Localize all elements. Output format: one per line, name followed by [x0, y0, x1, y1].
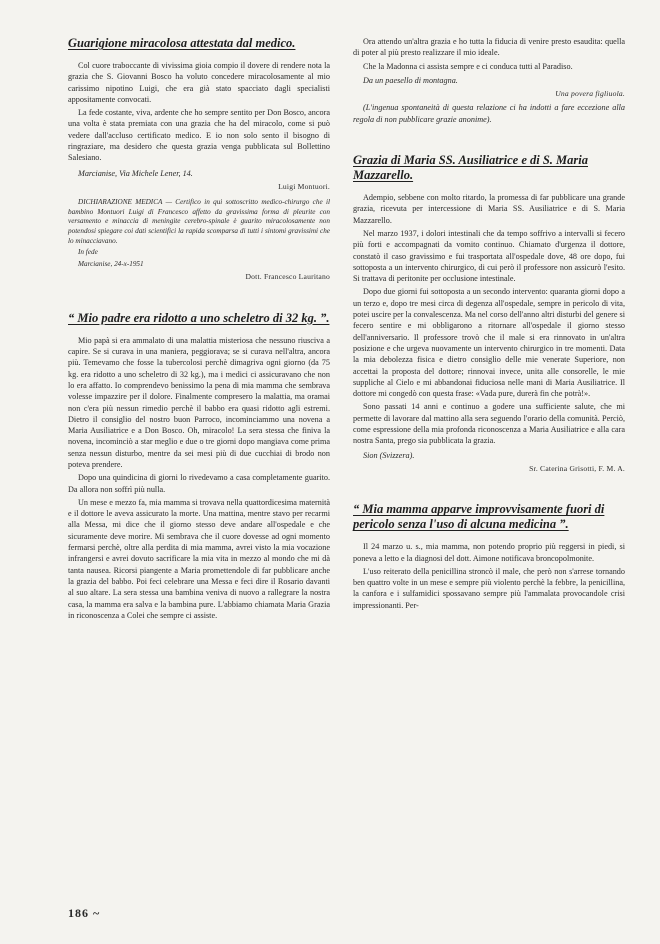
signature: Sr. Caterina Grisotti, F. M. A. [529, 463, 625, 473]
paragraph: L'uso reiterato della penicillina stroncò il male, che però non s'arrese tornando ben quattro volte in un mese e sempre più violento perchè la febbre, la penicillina, la canfora e i sulfamidici spossavano sempre più l'ammalata provocandole crisi impressionanti. Per- [353, 566, 625, 610]
doctor-signature: Dott. Francesco Lauritano [245, 272, 330, 282]
editor-note: (L'ingenua spontaneità di questa relazione ci ha indotti a fare eccezione alla regola di non pubblicare grazie anonime). [353, 103, 625, 124]
paragraph: Nel marzo 1937, i dolori intestinali che da tempo soffrivo a intervalli si fecero più forti e accompagnati da vomito continuo. Chiamato d'urgenza il dottore, constatò il caso gravissimo e fui trasportata all'ospedale dove, 48 ore dopo, fui sottoposta a un intervento chirurgico, di cui però il professore non assicurò l'esito. Si trattava di peritonite per occlusione intestinale. [353, 228, 625, 284]
paragraph: Mio papà si era ammalato di una malattia misteriosa che nessuno riusciva a capire. Se si curava in una maniera, peggiorava; se si curava nell'altra, ancora più. Temevamo che fosse la tubercolosi perchè dimagriva ogni giorno (da 75 kg. era ridotto a uno scheletro di 32 kg.), ma i medici ci assicuravano che non lo era affatto. Io comprendevo benissimo la pena di mia mamma che sembrava volesse impazzire per il dolore. Finalmente compresero la malattia, ma oramai non c'era più nessun rimedio perchè il babbo era quasi ridotto agli estremi. Dietro il consiglio del nostro buon Parroco, incominciammo una novena a Maria Ausiliatrice e a Don Bosco. Oh, miracolo! La sera stessa che finiva la novena, incominciò a star meglio e due o tre giorni dopo mangiava come prima senza nessun disturbo, mentre da sei mesi più di due cucchiai di brodo non poteva prendere. [68, 335, 330, 469]
article-title-1: Guarigione miracolosa attestata dal medico. [68, 36, 296, 50]
article-title-4: “ Mia mamma apparve improvvisamente fuori di pericolo senza l'uso di alcuna medicina ”. [353, 502, 605, 532]
paragraph: Dopo due giorni fui sottoposta a un secondo intervento: quaranta giorni dopo a un terzo e, dopo tre mesi circa di degenza all'ospedale, sempre in pericolo di vita, potei uscire per la convalescenza. Ma nel corso dell'anno altri disturbi del genere si fecero sentire e mi obbligarono a ritornare all'ospedale il giorno stesso dell'anniversario. Il professore trovò che il male si era rinnovato in un'altra posizione e che urgeva nuovamente un intervento chirurgico in tre momenti. Data la mia debolezza fisica e dietro consiglio delle mie venerate Superiore, non accettai la proposta del dottore; rinnovai invece, unita alle consorelle, le mie suppliche al Cielo e mi abbandonai fiduciosa nelle mani di Maria Ausiliatrice. Il dottore mi congedò con questa frase: «Vada pure, durerà fin che potrà!». [353, 287, 626, 399]
paragraph: Che la Madonna ci assista sempre e ci conduca tutti al Paradiso. [363, 61, 573, 71]
paragraph: Adempio, sebbene con molto ritardo, la promessa di far pubblicare una grande grazia, ricevuta per intercessione di Maria SS. Ausiliatrice e di S. Maria Mazzarello. [353, 193, 625, 225]
left-column [68, 36, 330, 621]
medical-declaration: DICHIARAZIONE MEDICA — Certifico in qui sottoscritto medico-chirurgo che il bambino Montuori Luigi di Francesco affetto da gravissima forma di pleurite con versamento e minaccia di meningite cerebro-spinale è guarito miracolosamente non potendosi spiegare coi dati scientifici la rapida scomparsa di tutti i sintomi gravissimi che lo minacciavano. [68, 198, 330, 245]
place-line: Marcianise, Via Michele Lener, 14. [78, 168, 193, 178]
paragraph: Un mese e mezzo fa, mia mamma si trovava nella quattordicesima maternità e il dottore le aveva assicurato la morte. Una mattina, mentre stavo per recarmi alla Messa, mi dice che il giorno stesso deve andare all'ospedale e che sicuramente deve morire. Mi sembrava che il cuore dovesse ad ogni momento fermarsi perchè, oltre alla perdita di mia mamma, avrei visto la mia vocazione infrangersi e avrei dovuto sacrificare la mia vita in mezzo al mondo che mi dà tanta nausea. Ricorsi piangente a Maria promettendole di far pubblicare anche la grazia del babbo. Poi feci celebrare una Messa e feci dire il Rosario davanti al suo altare. La sera stessa una bambina veniva di nuovo a rallegrare la nostra casa, la mamma era salva e la bambina pure. L'abbiamo chiamata Maria Grazia in riconoscenza a Colei che sempre ci assiste. [68, 497, 330, 620]
article-title-2: “ Mio padre era ridotto a uno scheletro di 32 kg. ”. [68, 310, 330, 325]
paragraph: Il 24 marzo u. s., mia mamma, non potendo proprio più reggersi in piedi, si poneva a letto e la diagnosi del dott. Aimone notificava broncopolmonite. [353, 542, 625, 563]
article-title-3: Grazia di Maria SS. Ausiliatrice e di S. Maria Mazzarello. [353, 153, 588, 183]
paragraph: Col cuore traboccante di vivissima gioia compio il dovere di rendere nota la grazia che S. Giovanni Bosco ha voluto concedere miracolosamente al mio carissimo nipotino Luigi, che era già stato spacciato dagli specialisti appositamente convocati. [68, 61, 330, 104]
declaration-in-fede: In fede [78, 248, 98, 257]
page-number: 186 ~ [68, 906, 101, 920]
declaration-place: Marcianise, 24-x-1951 [78, 259, 144, 268]
signature: Luigi Montuori. [278, 181, 330, 191]
paragraph: Sono passati 14 anni e continuo a godere una sufficiente salute, che mi permette di lavorare dal mattino alla sera seguendo l'orario della comunità. Perciò, come espressione della mia profonda riconoscenza a Maria Ausiliatrice e alla cara nostra Santa, prego sia pubblicata la grazia. [353, 402, 625, 446]
place-line: Sion (Svizzera). [363, 450, 415, 460]
place-line: Da un paesello di montagna. [363, 75, 458, 85]
right-column [353, 36, 625, 611]
paragraph: La fede costante, viva, ardente che ho sempre sentito per Don Bosco, ancora una volta è stata premiata con una grazia che ha del miracolo, come si può vedere dall'accluso certificato medico. E io non solo sento il bisogno di ringraziare, ma desidero che questa grazia venga pubblicata sul Bollettino Salesiano. [68, 108, 330, 163]
paragraph: Ora attendo un'altra grazia e ho tutta la fiducia di venire presto esaudita: quella di poter al più presto realizzare il mio ideale. [353, 37, 625, 58]
paragraph: Dopo una quindicina di giorni lo rivedevamo a casa completamente guarito. Da allora non soffrì più nulla. [68, 473, 330, 494]
signature: Una povera figliuola. [555, 89, 625, 99]
